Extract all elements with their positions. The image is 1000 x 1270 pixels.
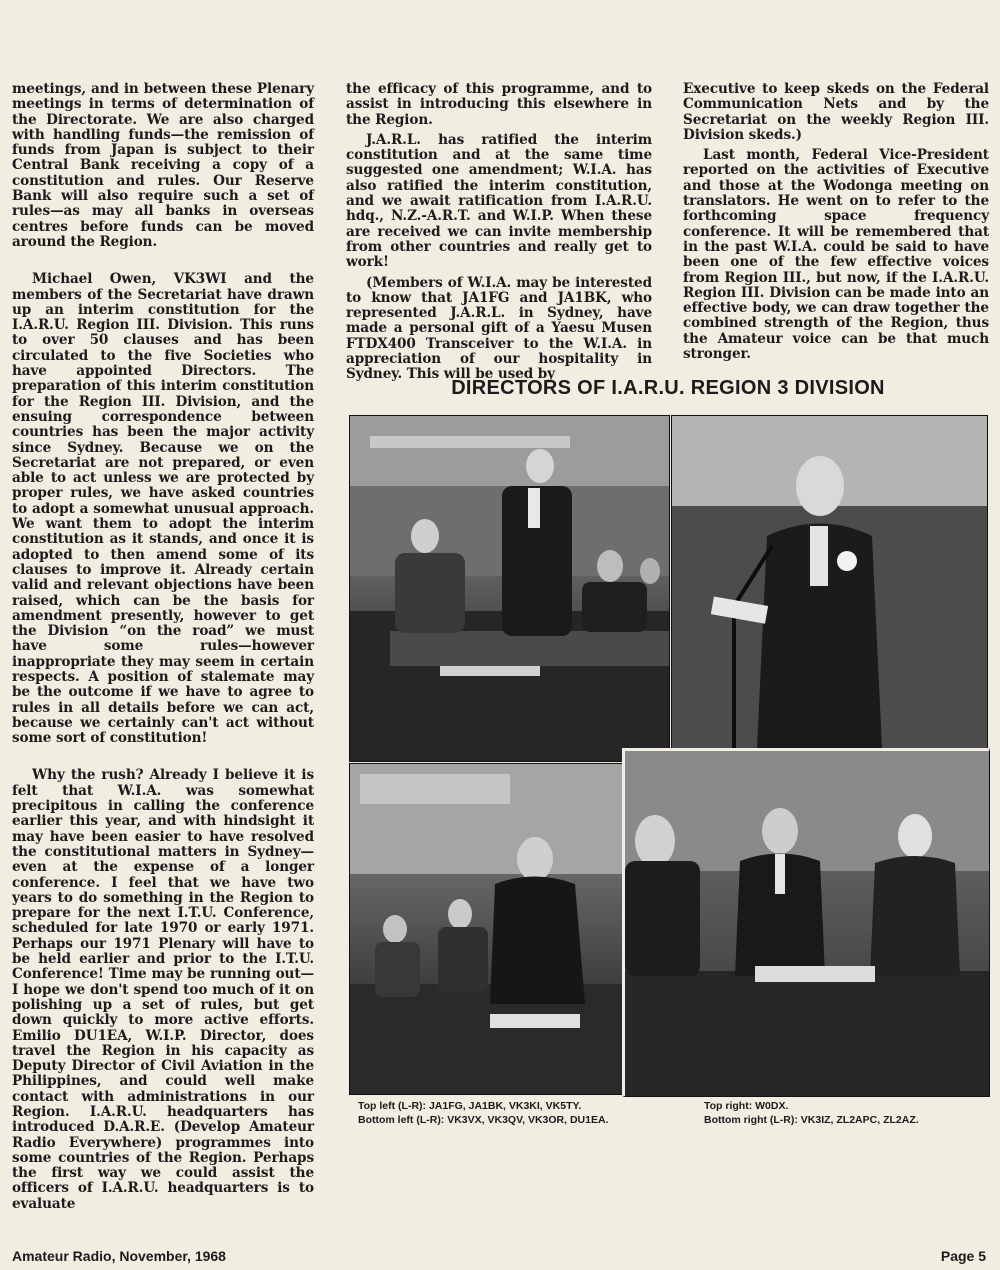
photo-bottom-left-image (350, 764, 623, 1094)
photo-top-left-image (350, 416, 669, 761)
article-column-3 (683, 82, 989, 362)
photo-top-right (671, 415, 988, 749)
photo-top-left (349, 415, 670, 762)
photo-bottom-right (622, 748, 990, 1097)
paragraph: (Members of W.I.A. may be interested to know that JA1FG and JA1BK, who represented J.A.R.L. in Sydney, have made a personal gift of a Yaesu Musen FTDX400 Transceiver to the W.I.A. in appreciation of our hospitality in Sydney. This will be used by (346, 274, 652, 383)
article-column-1 (12, 82, 314, 1212)
caption-top-left: Top left (L-R): JA1FG, JA1BK, VK3KI, VK5TY. (358, 1100, 582, 1112)
paragraph: Michael Owen, VK3WI and the members of the Secretariat have drawn up an interim constitution for the I.A.R.U. Region III. Division. This runs to over 50 clauses and has been circulated to the five Societies who have appointed Directors. The preparation of this interim constitution for the Region III. Division, and the ensuing correspondence between countries has been the major activity since Sydney. Because we on the Secretariat are not prepared, or even able to act unless we are protected by proper rules, we have asked countries to adopt a somewhat unusual approach. We want them to adopt the interim constitution as it stands, and once it is adopted to then amend some of its clauses to improve it. Already certain valid and relevant objections have been raised, which can be the basis for amendment presently, however to get the Division “on the road” we must have some rules—however inappropriate they may seem in certain respects. A position of stalemate may be the outcome if we have to agree to rules in all details before we can act, because we certainly can't act without some sort of constitution! (12, 271, 314, 747)
photo-bottom-left (349, 763, 624, 1095)
caption-top-right: Top right: W0DX. (704, 1100, 789, 1112)
paragraph: meetings, and in between these Plenary meetings in terms of determination of the Directorate. We are also charged with handling funds—the remission of funds from Japan is subject to their Central Bank receiving a copy of a constitution and rules. Our Reserve Bank will also require such a set of rules—as may all banks in overseas centres before funds can be moved around the Region. (12, 81, 314, 250)
photo-bottom-right-image (625, 751, 989, 1096)
footer-publication: Amateur Radio, November, 1968 (12, 1248, 226, 1264)
footer-page-number: Page 5 (940, 1248, 986, 1264)
photo-top-right-image (672, 416, 987, 748)
photo-caption-right (704, 1099, 919, 1127)
caption-bottom-left: Bottom left (L-R): VK3VX, VK3QV, VK3OR, DU1EA. (358, 1114, 609, 1126)
paragraph: Executive to keep skeds on the Federal Communication Nets and by the Secretariat on the weekly Region III. Division skeds.) (683, 81, 989, 143)
caption-bottom-right: Bottom right (L-R): VK3IZ, ZL2APC, ZL2AZ. (704, 1114, 919, 1126)
paragraph: Last month, Federal Vice-President reported on the activities of Executive and those at the Wodonga meeting on translators. He went on to refer to the forthcoming space frequency conference. It will be remembered that in the past W.I.A. could be said to have been one of the few effective voices from Region III., but now, if the I.A.R.U. Region III. Division can be made into an effective body, we can draw together the combined strength of the Region, thus the Amateur voice can be that much stronger. (683, 147, 989, 363)
paragraph: J.A.R.L. has ratified the interim constitution and at the same time suggested one amendment; W.I.A. has also ratified the interim constitution, and we await ratification from I.A.R.U. hdq., N.Z.-A.R.T. and W.I.P. When these are received we can invite membership from other countries and really get to work! (346, 131, 652, 271)
article-column-2 (346, 82, 652, 383)
paragraph: the efficacy of this programme, and to assist in introducing this elsewhere in the Region. (346, 81, 652, 128)
photo-caption-left (358, 1099, 608, 1127)
paragraph: Why the rush? Already I believe it is felt that W.I.A. was somewhat precipitous in calling the conference earlier this year, and with hindsight it may have been easier to have resolved the constitutional matters in Sydney—even at the expense of a longer conference. I feel that we have two years to do something in the Region to prepare for the next I.T.U. Conference, scheduled for late 1970 or early 1971. Perhaps our 1971 Plenary will have to be held earlier and prior to the I.T.U. Conference! Time may be running out—I hope we don't spend too much of it on polishing up a set of rules, but get down quickly to more active efforts. Emilio DU1EA, W.I.P. Director, does travel the Region in his capacity as Deputy Director of Civil Aviation in the Philippines, and could well make contact with administrations in our Region. I.A.R.U. headquarters has introduced D.A.R.E. (Develop Amateur Radio Everywhere) programmes into some countries of the Region. Perhaps the first way we could assist the officers of I.A.R.U. headquarters is to evaluate (12, 767, 314, 1212)
photo-section-heading: DIRECTORS OF I.A.R.U. REGION 3 DIVISION (451, 377, 885, 399)
